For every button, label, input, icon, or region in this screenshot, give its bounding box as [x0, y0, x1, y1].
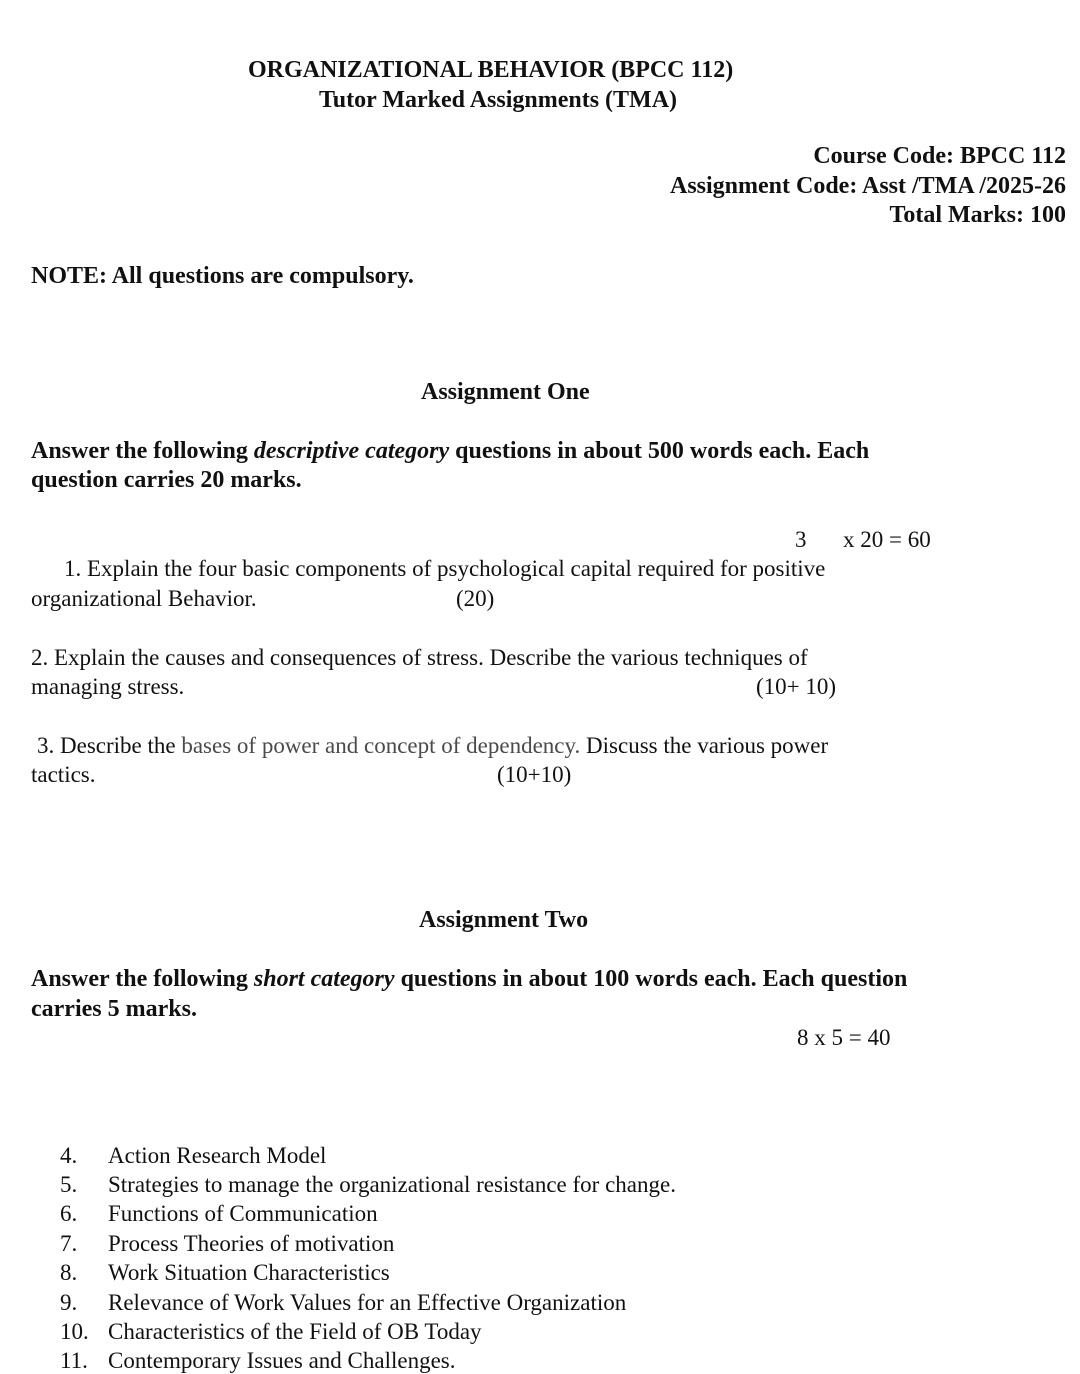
descriptive-category-emphasis: descriptive category	[253, 438, 450, 464]
short-question-6-text: Functions of Communication	[108, 1201, 378, 1226]
short-question-9-text: Relevance of Work Values for an Effective Organization	[108, 1290, 627, 1315]
short-question-7-number: 7.	[60, 1231, 78, 1256]
assignment-code: Assignment Code: Asst /TMA /2025-26	[669, 173, 1066, 199]
short-question-5-number: 5.	[60, 1172, 78, 1197]
short-question-5-text: Strategies to manage the organizational resistance for change.	[108, 1172, 676, 1197]
short-question-9-number: 9.	[60, 1290, 78, 1315]
question-2-line2: managing stress.	[31, 674, 185, 699]
assignment-one-marks-summary: x 20 = 60	[843, 527, 931, 552]
question-2-marks: (10+ 10)	[756, 674, 837, 699]
assignment-two-instruction-line2: carries 5 marks.	[31, 996, 197, 1022]
short-question-8-number: 8.	[60, 1260, 78, 1285]
question-2-line1: 2. Explain the causes and consequences of stress. Describe the various techniques of	[31, 645, 808, 670]
course-code: Course Code: BPCC 112	[813, 143, 1066, 169]
short-question-4-text: Action Research Model	[108, 1143, 327, 1168]
assignment-two-marks-summary: 8 x 5 = 40	[797, 1025, 891, 1050]
assignment-two-heading: Assignment Two	[419, 907, 589, 933]
question-3-highlighted-text: bases of power and concept of dependency.	[181, 733, 581, 758]
short-question-10-number: 10.	[60, 1319, 89, 1344]
assignment-one-instruction-line2: question carries 20 marks.	[31, 467, 302, 493]
question-1-marks: (20)	[456, 586, 495, 611]
question-1-line1: 1. Explain the four basic components of psychological capital required for positive	[64, 556, 826, 581]
compulsory-note: NOTE: All questions are compulsory.	[31, 263, 414, 289]
short-category-emphasis: short category	[253, 966, 395, 992]
assignment-one-heading: Assignment One	[421, 379, 590, 405]
short-question-10-text: Characteristics of the Field of OB Today	[108, 1319, 482, 1344]
question-3-line2: tactics.	[31, 762, 96, 787]
short-question-8-text: Work Situation Characteristics	[108, 1260, 390, 1285]
assignment-two-instruction: Answer the following short category questions in about 100 words each. Each question	[31, 966, 908, 992]
assignment-one-question-count: 3	[795, 527, 807, 552]
question-1-line2: organizational Behavior.	[31, 586, 257, 611]
assignment-one-instruction: Answer the following descriptive category questions in about 500 words each. Each	[31, 438, 870, 464]
short-question-11-number: 11.	[60, 1348, 88, 1373]
short-question-11-text: Contemporary Issues and Challenges.	[108, 1348, 456, 1373]
short-question-6-number: 6.	[60, 1201, 78, 1226]
question-3-marks: (10+10)	[497, 762, 572, 787]
document-title: ORGANIZATIONAL BEHAVIOR (BPCC 112)	[248, 57, 734, 83]
short-question-7-text: Process Theories of motivation	[108, 1231, 395, 1256]
question-3-line1: 3. Describe the bases of power and concept of dependency. Discuss the various power	[37, 733, 829, 758]
document-subtitle: Tutor Marked Assignments (TMA)	[319, 87, 678, 113]
total-marks: Total Marks: 100	[889, 202, 1066, 228]
short-question-4-number: 4.	[60, 1143, 78, 1168]
